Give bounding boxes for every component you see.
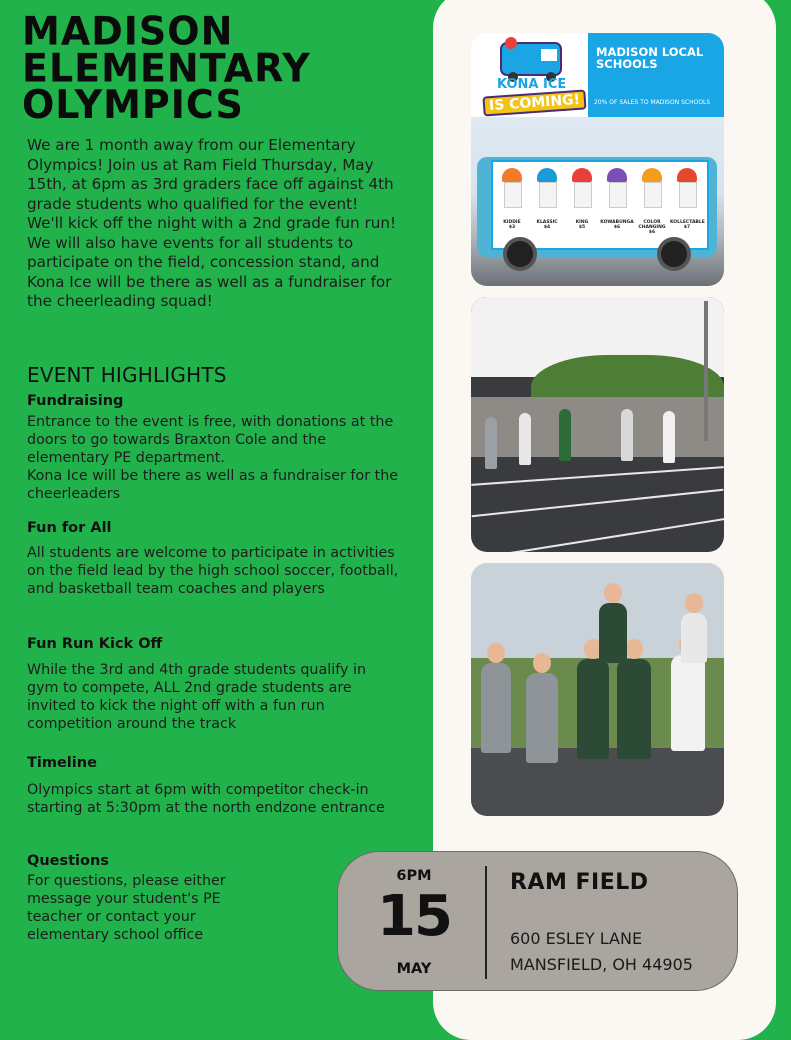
menu-cup-glass [679,182,697,208]
menu-cup [677,168,697,210]
menu-item-price: $5 [578,225,586,230]
menu-cup [572,168,592,210]
menu-cup-ice [572,168,592,182]
menu-item-name: KLASSIC [536,220,558,225]
student [481,663,511,753]
kona-sponsor-block [588,33,724,117]
menu-cup [642,168,662,210]
menu-item-price: $6 [648,230,656,235]
crowd-stands [471,397,724,457]
menu-item-name: COLOR CHANGING [638,220,666,230]
section-heading: Fun Run Kick Off [27,636,163,652]
section-heading: Fun for All [27,520,112,536]
fun-run-track-photo [471,297,724,552]
kona-header [471,33,724,117]
menu-item-price: $7 [683,225,691,230]
menu-item [565,220,599,230]
event-address [510,926,693,978]
student-head [487,643,505,663]
runner [621,409,633,461]
menu-item [495,220,529,230]
menu-item-name: KIDDIE [503,220,521,225]
student [671,655,705,751]
section-heading: Fundraising [27,393,124,409]
section-heading: Questions [27,853,109,869]
address-line-2: MANSFIELD, OH 44905 [510,955,693,974]
section-timeline [27,755,402,817]
section-body: All students are welcome to participate in activities on the field lead by the high school soccer, football, and basketball team coaches and players [27,545,399,597]
runner [519,413,531,465]
section-fundraising [27,393,402,503]
student [526,673,558,763]
kona-name: KONA ICE [497,77,567,92]
event-month: MAY [396,961,432,977]
student [681,613,707,663]
menu-item-name: KING [575,220,589,225]
menu-item-price: $3 [508,225,516,230]
menu-cup-glass [504,182,522,208]
kona-brand: MADISON LOCAL SCHOOLS [596,45,704,71]
page-title [22,8,311,128]
title-line-3: OLYMPICS [22,82,244,128]
truck-wheel [657,237,691,271]
menu-cup [502,168,522,210]
section-body: Olympics start at 6pm with competitor check-in starting at 5:30pm at the north endzone entrance [27,782,385,816]
section-body: While the 3rd and 4th grade students qualify in gym to compete, ALL 2nd grade students are invited to kick the night off with a fun run competition around the track [27,662,367,732]
track-lane-line [492,515,724,552]
menu-item-price: $4 [543,225,551,230]
menu-cup-ice [537,168,557,182]
student-head [604,583,622,603]
menu-item [670,220,704,230]
kona-truck-photo [471,117,724,286]
student-head [685,593,703,613]
title-line-1: MADISON [22,8,234,54]
runner [663,411,675,463]
menu-cup [537,168,557,210]
menu-item [635,220,669,235]
truck-wheel [503,237,537,271]
kona-ice-flyer-image [471,33,724,286]
student [617,659,651,759]
menu-cup-ice [607,168,627,182]
menu-cup-ice [642,168,662,182]
title-line-2: ELEMENTARY [22,45,311,91]
menu-item-name: KOWABUNGA [600,220,634,225]
kona-coming-badge: IS COMING! [482,89,586,116]
section-questions [27,853,267,944]
runner [485,417,497,469]
event-highlights-heading: EVENT HIGHLIGHTS [27,363,227,387]
student-head [533,653,551,673]
student-winners-photo [471,563,724,816]
section-body: For questions, please either message your student's PE teacher or contact your elementary school office [27,873,226,943]
track-lane-line [472,489,724,517]
menu-cup-glass [609,182,627,208]
menu-item [600,220,634,230]
event-venue: RAM FIELD [510,870,649,895]
event-day: 15 [377,884,451,949]
menu-item-price: $6 [613,225,621,230]
kona-logo [471,33,588,117]
event-info-card [337,851,738,991]
menu-cup-glass [574,182,592,208]
section-fun-for-all [27,520,402,598]
event-time: 6PM [396,868,432,884]
menu-cup-ice [677,168,697,182]
menu-item [530,220,564,230]
section-fun-run [27,636,402,733]
menu-cup-ice [502,168,522,182]
student-head [625,639,643,659]
student [599,603,627,663]
light-pole [704,301,708,441]
address-line-1: 600 ESLEY LANE [510,929,643,948]
student [577,659,609,759]
runner [559,409,571,461]
menu-cup-glass [539,182,557,208]
menu-cup-glass [644,182,662,208]
intro-paragraph: We are 1 month away from our Elementary Olympics! Join us at Ram Field Thursday, May 15th, at 6pm as 3rd graders face off against 4th grade students who qualified for the event! We'll kick off the night with a 2nd grade fun run! We will also have events for all students to participate on the field, concession stand, and Kona Ice will be there as well as a fundraiser for the cheerleading squad! [27,136,397,310]
info-divider [485,866,487,979]
menu-item-name: KOLLECTABLE [670,220,705,225]
track-lane-line [471,466,724,486]
section-body: Entrance to the event is free, with donations at the doors to go towards Braxton Cole and the elementary PE department. Kona Ice will be there as well as a fundraiser for the cheerleaders [27,414,399,502]
menu-cup [607,168,627,210]
kona-note: 20% OF SALES TO MADISON SCHOOLS [594,99,711,106]
section-heading: Timeline [27,755,97,771]
